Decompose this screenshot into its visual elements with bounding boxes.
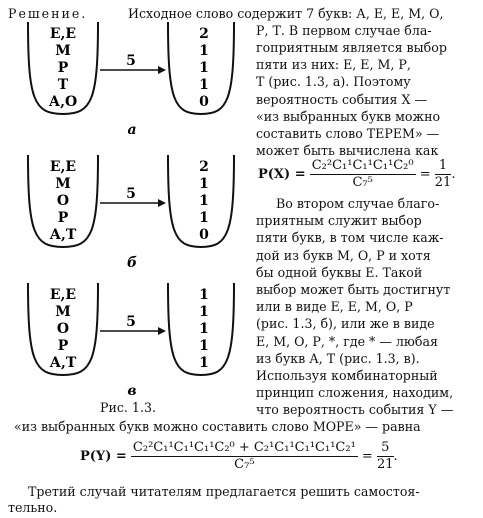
text-line: Во втором случае благо- [276,196,440,211]
right-set-count: 1 [199,338,209,354]
figure-label: б [126,255,138,271]
text-line: Третий случай читателям предлагается решить самостоя- [28,484,420,499]
result-fraction [435,158,452,191]
period: . [451,167,456,182]
left-set-item: Е,Е [49,26,77,42]
solution-label: Решение. [8,6,88,21]
formula-px [258,158,455,191]
figure-label: а [127,122,137,138]
text-line: дой из букв М, О, Р и хотя [256,248,431,263]
text-line: Е, М, О, Р, *, где * — любая [256,334,438,349]
text-line: может быть вычислена как [256,143,439,158]
right-set-count: 1 [199,287,209,303]
left-set-item: А,О [48,94,78,110]
arrow-head [158,327,166,335]
result-denominator: 21 [376,457,394,472]
right-set-count: 1 [199,176,209,192]
right-set-count: 2 [199,159,209,175]
text-line: гоприятным является выбор [256,40,447,55]
left-set-item: Р [57,338,69,354]
formula-py [80,440,398,473]
left-set-item: М [55,176,71,192]
text-line: вероятность события X — [256,92,428,107]
text-line: «из выбранных букв можно составить слово МОРЕ» — равна [14,419,421,434]
figure-label: в [127,383,137,399]
text-line: Р, Т. В первом случае бла- [256,23,432,38]
text-line: составить слово ТЕРЕМ» — [256,126,440,141]
figure-caption: Рис. 1.3. [100,400,156,415]
figure-1-3 [0,0,260,400]
arrow-label: 5 [126,186,136,202]
text-line: что вероятность события Y — [256,402,454,417]
fraction-denominator: C₇⁵ [234,457,255,472]
formula-lhs: P(Y) = [80,449,127,464]
left-set-item: О [56,193,70,209]
right-set-count: 1 [199,210,209,226]
text-line: бы одной буквы Е. Такой [256,265,423,280]
right-set-count: 0 [199,94,209,110]
result-numerator: 1 [435,158,452,175]
text-line: «из выбранных букв можно [256,109,441,124]
text-line: (рис. 1.3, б), или же в виде [256,316,435,331]
arrow-label: 5 [126,314,136,330]
arrow-head [158,199,166,207]
text-line: Т (рис. 1.3, а). Поэтому [256,74,411,89]
fraction [310,158,416,191]
right-set-count: 1 [199,77,209,93]
fraction-denominator: C₇⁵ [352,175,373,190]
left-set-item: Р [57,210,69,226]
left-set-item: Е,Е [49,287,77,303]
arrow-head [158,66,166,74]
equals-sign: = [361,449,373,464]
left-set-item: Е,Е [49,159,77,175]
result-numerator: 5 [377,440,394,457]
left-set-item: А,Т [49,355,77,371]
fraction-numerator: C₂²C₁¹C₁¹C₁¹C₂⁰ + C₂¹C₁¹C₁¹C₁¹C₂¹ [132,440,356,455]
left-set-item: Т [57,77,69,93]
fraction [131,440,358,473]
fraction-numerator: C₂²C₁¹C₁¹C₁¹C₂⁰ [311,158,414,173]
result-denominator: 21 [434,175,452,190]
right-set-count: 0 [199,227,209,243]
arrow-label: 5 [126,53,136,69]
text-line: принцип сложения, находим, [256,385,454,400]
right-set-count: 1 [199,43,209,59]
result-fraction [377,440,394,473]
text-line: пяти букв, в том числе каж- [256,230,444,245]
text-line: Используя комбинаторный [256,368,438,383]
right-set-count: 1 [199,304,209,320]
text-line: тельно. [8,500,58,515]
right-set-count: 2 [199,26,209,42]
left-set-item: Р [57,60,69,76]
period: . [393,449,398,464]
right-set-count: 1 [199,355,209,371]
right-set-count: 1 [199,193,209,209]
text-line: из букв А, Т (рис. 1.3, в). [256,351,420,366]
left-set-item: О [56,321,70,337]
text-line: или в виде Е, Е, М, О, Р [256,299,413,314]
equals-sign: = [419,167,431,182]
formula-lhs: P(X) = [258,167,306,182]
text-line: пяти из них: Е, Е, М, Р, [256,57,411,72]
text-line: Исходное слово содержит 7 букв: А, Е, Е, М, О, [128,6,444,21]
left-set-item: М [55,304,71,320]
text-line: выбор может быть достигнут [256,282,451,297]
right-set-count: 1 [199,321,209,337]
text-line: приятным служит выбор [256,213,422,228]
right-set-count: 1 [199,60,209,76]
left-set-item: А,Т [49,227,77,243]
left-set-item: М [55,43,71,59]
